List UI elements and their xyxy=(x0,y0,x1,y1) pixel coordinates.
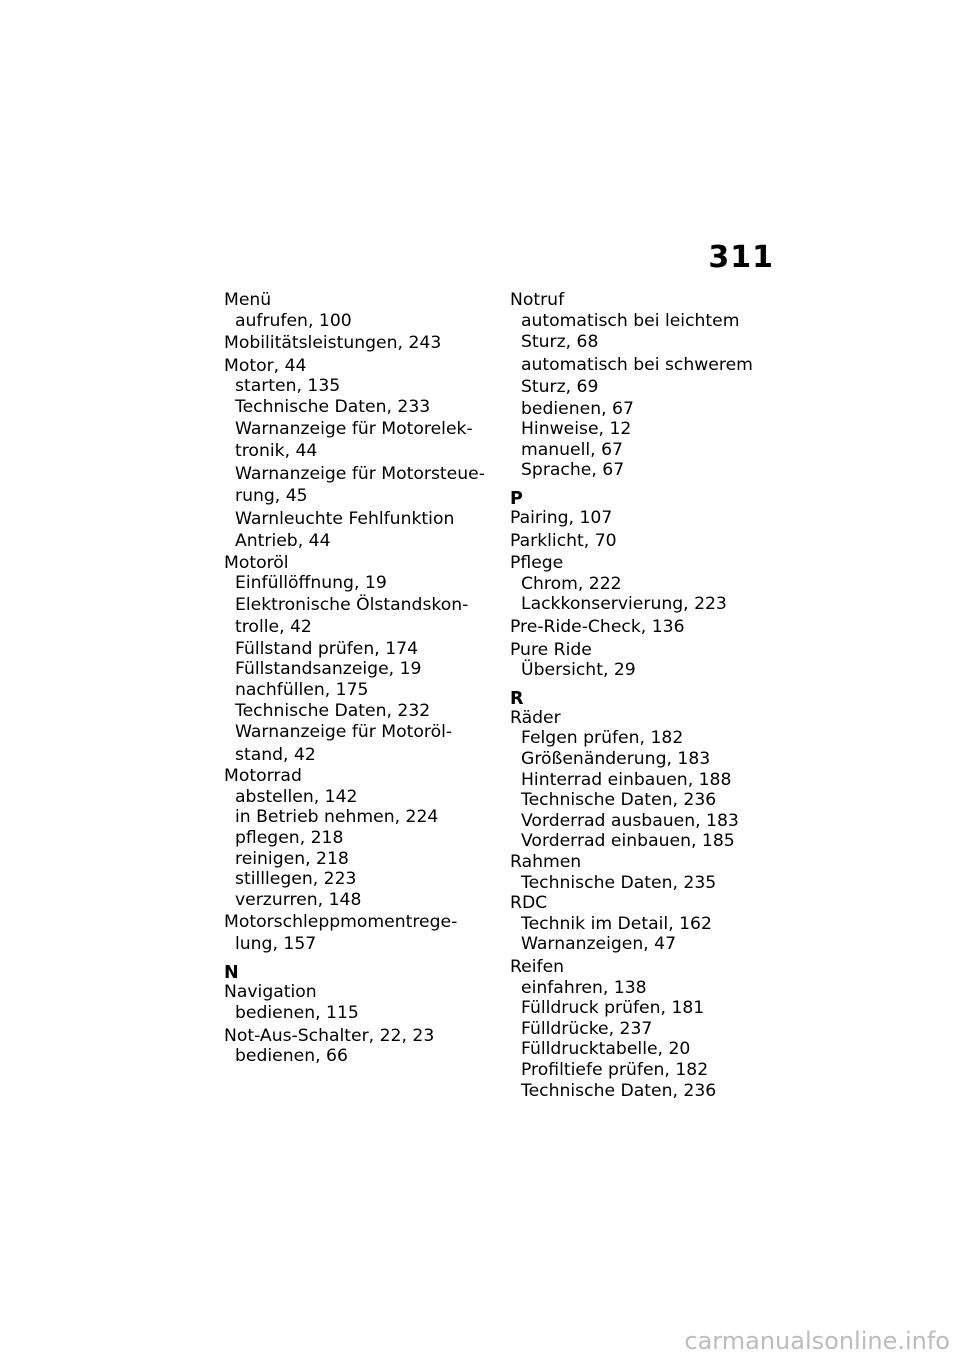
index-entry-pflege: Pflege xyxy=(510,553,564,574)
index-subentry: Vorderrad ausbauen, 183 xyxy=(521,810,739,831)
index-subentry: Fülldrucktabelle, 20 xyxy=(521,1039,691,1060)
index-entry-notruf: Notruf xyxy=(510,290,565,310)
index-entry-not-aus-schalter: Not-Aus-Schalter, 22, 23 xyxy=(224,1025,435,1046)
index-subentry: Elektronische Ölstandskon- xyxy=(235,594,469,615)
index-entry-navigation: Navigation xyxy=(224,982,317,1003)
index-entry-continued: lung, 157 xyxy=(235,933,317,954)
index-subentry: in Betrieb nehmen, 224 xyxy=(235,807,439,828)
index-subentry: Sprache, 67 xyxy=(521,460,625,481)
index-subentry-continued: stand, 42 xyxy=(235,744,316,765)
page-number: 311 xyxy=(708,240,774,275)
index-entry-reifen: Reifen xyxy=(510,956,565,977)
index-subentry: Technische Daten, 236 xyxy=(521,790,717,811)
index-subentry: Fülldruck prüfen, 181 xyxy=(521,998,705,1019)
index-subentry: nachfüllen, 175 xyxy=(235,679,369,700)
index-subentry: Füllstandsanzeige, 19 xyxy=(235,659,422,680)
index-entry-motor: Motor, 44 xyxy=(224,355,307,376)
index-entry-rdc: RDC xyxy=(510,893,548,914)
index-subentry: verzurren, 148 xyxy=(235,889,362,910)
index-entry-menue: Menü xyxy=(224,290,272,310)
index-subentry: Profiltiefe prüfen, 182 xyxy=(521,1059,709,1080)
index-subentry: Warnanzeigen, 47 xyxy=(521,934,677,955)
index-entry-parklicht: Parklicht, 70 xyxy=(510,530,617,551)
index-entry-pre-ride-check: Pre-Ride-Check, 136 xyxy=(510,617,685,638)
index-subentry: Hinweise, 12 xyxy=(521,419,632,440)
index-entry-motoroel: Motoröl xyxy=(224,552,289,573)
index-subentry: bedienen, 67 xyxy=(521,398,634,419)
section-letter-p: P xyxy=(510,489,523,510)
index-subentry: automatisch bei leichtem xyxy=(521,310,740,331)
index-subentry: starten, 135 xyxy=(235,376,341,397)
index-entry-motorschleppmomentregelung: Motorschleppmomentrege- xyxy=(224,912,458,933)
index-subentry: Hinterrad einbauen, 188 xyxy=(521,769,732,790)
index-subentry: Technische Daten, 233 xyxy=(235,396,431,417)
watermark: carmanualsonline.info xyxy=(684,1327,950,1355)
index-subentry-continued: trolle, 42 xyxy=(235,617,312,638)
index-entry-motorrad: Motorrad xyxy=(224,766,302,787)
index-subentry: manuell, 67 xyxy=(521,439,623,460)
index-column-right xyxy=(510,290,790,1101)
index-subentry-continued: Sturz, 69 xyxy=(521,377,599,398)
index-subentry: bedienen, 115 xyxy=(235,1002,359,1023)
index-subentry: einfahren, 138 xyxy=(521,977,647,998)
index-subentry: Fülldrücke, 237 xyxy=(521,1018,653,1039)
index-subentry-continued: Sturz, 68 xyxy=(521,332,599,353)
index-subentry: Warnanzeige für Motorsteue- xyxy=(235,463,485,484)
index-subentry: Technische Daten, 236 xyxy=(521,1080,717,1101)
index-subentry: Technische Daten, 232 xyxy=(235,700,431,721)
index-subentry: reinigen, 218 xyxy=(235,848,349,869)
index-entry-raeder: Räder xyxy=(510,707,561,728)
index-subentry: Chrom, 222 xyxy=(521,573,622,594)
index-entry-mobilitaetsleistungen: Mobilitätsleistungen, 243 xyxy=(224,333,442,354)
index-entry-pure-ride: Pure Ride xyxy=(510,639,592,660)
index-subentry: Einfüllöffnung, 19 xyxy=(235,573,387,594)
index-subentry: Warnanzeige für Motoröl- xyxy=(235,722,453,743)
index-subentry: aufrufen, 100 xyxy=(235,310,352,331)
index-subentry: Technik im Detail, 162 xyxy=(521,913,712,934)
index-subentry: Vorderrad einbauen, 185 xyxy=(521,831,735,852)
index-subentry: Technische Daten, 235 xyxy=(521,872,717,893)
index-subentry: Lackkonservierung, 223 xyxy=(521,594,727,615)
index-subentry-continued: Antrieb, 44 xyxy=(235,531,331,552)
index-subentry: abstellen, 142 xyxy=(235,786,358,807)
index-column-left xyxy=(224,290,489,1067)
index-subentry: Warnanzeige für Motorelek- xyxy=(235,418,473,439)
index-subentry: automatisch bei schwerem xyxy=(521,354,753,375)
index-subentry: bedienen, 66 xyxy=(235,1046,348,1067)
index-subentry: stilllegen, 223 xyxy=(235,869,357,890)
section-letter-n: N xyxy=(224,963,239,984)
index-entry-pairing: Pairing, 107 xyxy=(510,508,613,529)
index-subentry: pflegen, 218 xyxy=(235,827,344,848)
index-subentry-continued: rung, 45 xyxy=(235,486,308,507)
index-entry-rahmen: Rahmen xyxy=(510,851,582,872)
index-subentry: Warnleuchte Fehlfunktion xyxy=(235,508,455,529)
index-subentry: Größenänderung, 183 xyxy=(521,749,711,769)
index-subentry: Felgen prüfen, 182 xyxy=(521,728,684,749)
index-subentry: Übersicht, 29 xyxy=(521,660,636,681)
index-subentry-continued: tronik, 44 xyxy=(235,441,318,462)
section-letter-r: R xyxy=(510,688,524,709)
index-subentry: Füllstand prüfen, 174 xyxy=(235,638,419,659)
